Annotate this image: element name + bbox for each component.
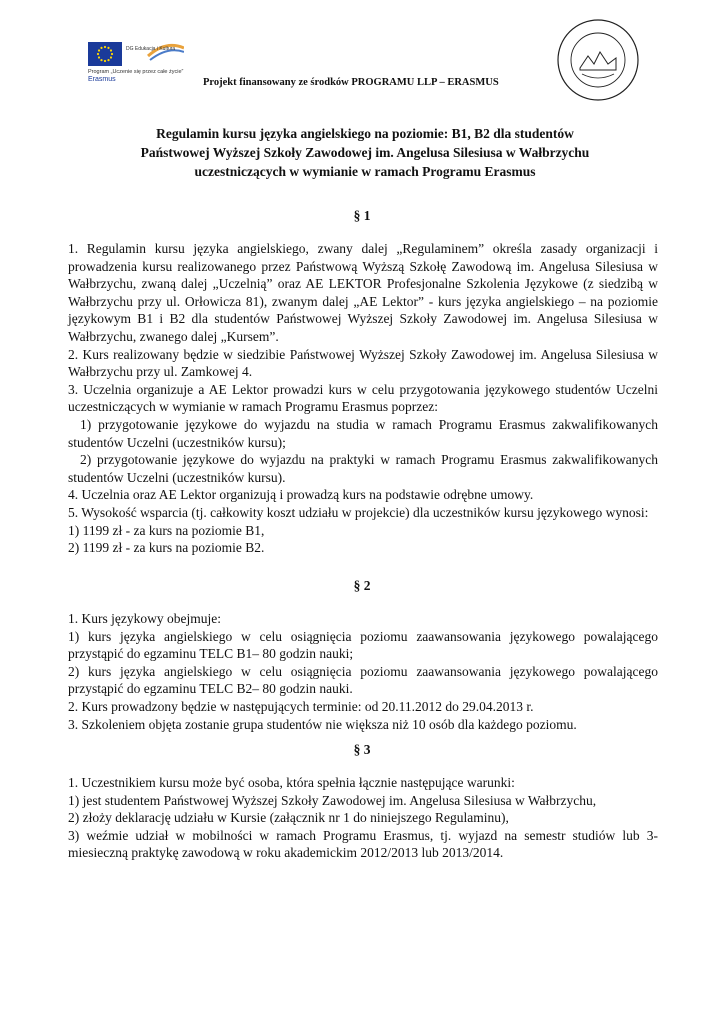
paragraph: 1. Uczestnikiem kursu może być osoba, która spełnia łącznie następujące warunki: [68,775,515,790]
title-line: uczestniczących w wymianie w ramach Programu Erasmus [194,164,536,179]
section-heading-1: § 1 [353,208,371,223]
paragraph: 5. Wysokość wsparcia (tj. całkowity koszt udziału w projekcie) dla uczestników kursu językowego wynosi: [68,504,649,520]
paragraph: 1. Regulamin kursu języka angielskiego, zwany dalej „Regulaminem” określa zasady organizacji i prowadzenia kursu realizowanego przez Państwową Wyższą Szkołę Zawodową im. Angelusa Silesiusa w Wałbrzychu, zwaną dalej „Uczelnią” oraz AE LEKTOR Profesjonalne Szkolenia Językowe (z siedzibą w Wałbrzychu przy ul. Orłowicza 81), zwanym dalej „AE Lektor” - kurs języka angielskiego – na poziomie językowym B1 i B2 dla studentów Państwowej Wyższej Szkoły Zawodowej im. Angelusa Silesiusa w Wałbrzychu, zwanego dalej „Kursem”. [68,241,658,344]
eu-logo-caption [88,69,183,83]
paragraph: 4. Uczelnia oraz AE Lektor organizują i prowadzą kurs na podstawie odrębne umowy. [68,487,534,503]
section-heading-3: § 3 [353,742,371,757]
document-title [80,124,650,181]
paragraph: 1) 1199 zł - za kurs na poziomie B1, [68,522,265,538]
section-2-body [68,610,658,733]
paragraph: 1) kurs języka angielskiego w celu osiągnięcia poziomu zaawansowania językowego powalającego przystąpić do egzaminu TELC B1– 80 godzin nauki; [68,628,658,662]
llp-department-text: DG Edukacja i Kultura [126,46,176,52]
section-heading-2: § 2 [353,578,371,593]
paragraph: 2. Kurs realizowany będzie w siedzibie Państwowej Wyższej Szkoły Zawodowej im. Angelusa Silesiusa w Wałbrzychu przy ul. Zamkowej 4. [68,346,658,380]
title-line: Regulamin kursu języka angielskiego na poziomie: B1, B2 dla studentów [156,126,574,141]
paragraph: 1. Kurs językowy obejmuje: [68,611,221,626]
paragraph: 1) przygotowanie językowe do wyjazdu na studia w ramach Programu Erasmus zakwalifikowanych studentów Uczelni (uczestników kursu); [68,416,658,450]
paragraph: 2) kurs języka angielskiego w celu osiągnięcia poziomu zaawansowania językowego powalającego przystąpić do egzaminu TELC B2– 80 godzin nauki. [68,663,658,697]
section-1-body [68,240,658,557]
eu-flag-icon [88,42,122,66]
paragraph: 1) jest studentem Państwowej Wyższej Szkoły Zawodowej im. Angelusa Silesiusa w Wałbrzychu, [68,792,597,808]
paragraph: 2. Kurs prowadzony będzie w następujących terminie: od 20.11.2012 do 29.04.2013 r. [68,698,534,714]
erasmus-label: Erasmus [88,76,116,83]
section-3-body [68,774,658,862]
project-funding-line: Projekt finansowany ze środków PROGRAMU LLP – ERASMUS [203,77,499,88]
paragraph: 3. Szkoleniem objęta zostanie grupa studentów nie większa niż 10 osób dla każdego poziomu. [68,716,577,732]
paragraph: 2) przygotowanie językowe do wyjazdu na praktyki w ramach Programu Erasmus zakwalifikowanych studentów Uczelni (uczestników kursu). [68,452,658,485]
paragraph: 2) złoży deklarację udziału w Kursie (załącznik nr 1 do niniejszego Regulaminu), [68,810,509,826]
program-name: Program „Uczenie się przez całe życie” [88,69,184,75]
paragraph: 3. Uczelnia organizuje a AE Lektor prowadzi kurs w celu przygotowania językowego studentów Uczelni uczestniczących w wymianie w ramach Programu Erasmus poprzez: [68,381,658,415]
eu-llp-logo [88,42,198,92]
page-header [0,0,724,110]
paragraph: 3) weźmie udział w mobilności w ramach Programu Erasmus, tj. wyjazd na semestr studiów lub 3-miesieczną praktykę zawodową w roku akademickim 2012/2013 lub 2013/2014. [68,827,658,861]
university-seal-icon [556,18,640,102]
title-line: Państwowej Wyższej Szkoły Zawodowej im. Angelusa Silesiusa w Wałbrzychu [140,145,590,160]
paragraph: 2) 1199 zł - za kurs na poziomie B2. [68,540,265,556]
